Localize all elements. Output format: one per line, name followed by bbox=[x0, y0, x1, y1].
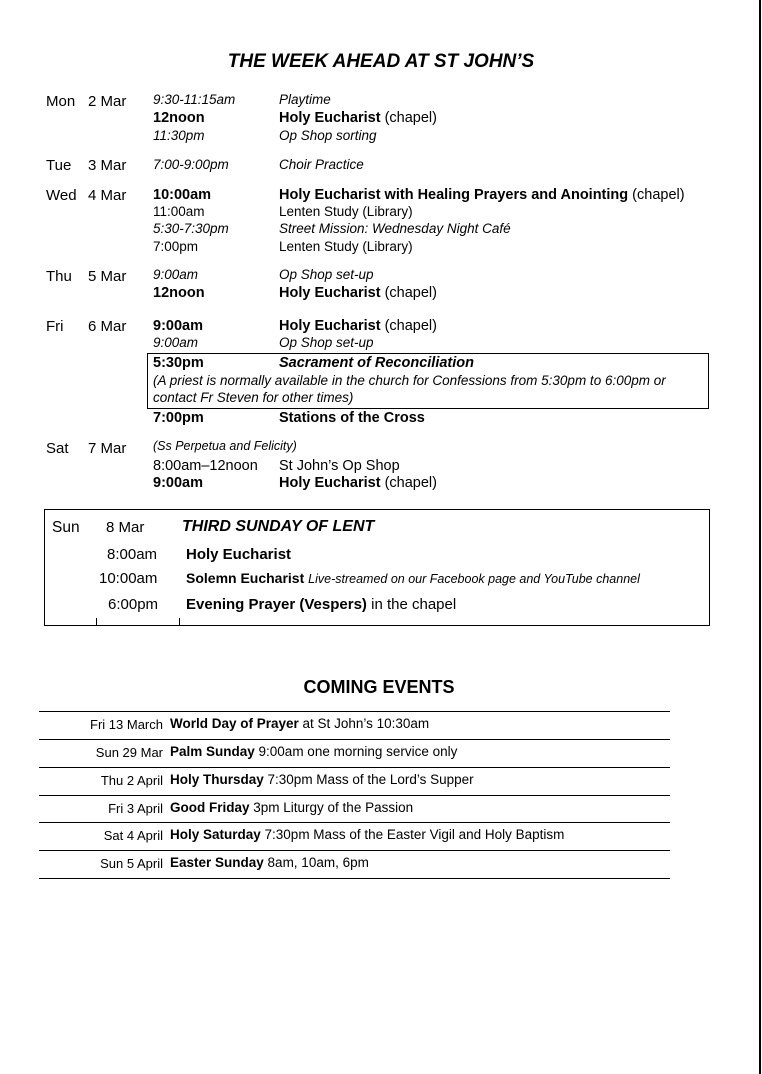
event-time: 11:00am bbox=[153, 204, 205, 219]
coming-event-date: Sun 29 Mar bbox=[95, 745, 163, 760]
date-label: 2 Mar bbox=[88, 93, 127, 110]
coming-event-text bbox=[170, 800, 413, 815]
event-time: 7:00pm bbox=[153, 239, 199, 254]
event-name bbox=[279, 475, 437, 491]
coming-event-title: Easter Sunday bbox=[170, 855, 264, 870]
feast-label: (Ss Perpetua and Felicity) bbox=[153, 439, 297, 453]
event-name: Holy Eucharist bbox=[186, 546, 292, 563]
event-time: 5:30pm bbox=[153, 355, 204, 371]
event-time: 9:30-11:15am bbox=[153, 92, 236, 107]
event-time: 7:00-9:00pm bbox=[153, 157, 229, 172]
coming-event-date: Sun 5 April bbox=[100, 856, 163, 871]
event-title: Holy Eucharist bbox=[279, 285, 381, 301]
event-name: Lenten Study (Library) bbox=[279, 239, 413, 254]
day-label: Wed bbox=[46, 187, 77, 204]
event-time: 5:30-7:30pm bbox=[153, 221, 229, 236]
coming-event-detail: 3pm Liturgy of the Passion bbox=[249, 800, 414, 815]
event-name: Stations of the Cross bbox=[279, 410, 425, 426]
event-name: Op Shop sorting bbox=[279, 128, 377, 143]
page-title: THE WEEK AHEAD AT ST JOHN’S bbox=[227, 51, 535, 72]
coming-event-date: Thu 2 April bbox=[100, 773, 163, 788]
event-name: Op Shop set-up bbox=[279, 267, 374, 282]
day-label: Sat bbox=[46, 440, 69, 457]
coming-event-detail: at St John’s 10:30am bbox=[298, 716, 430, 731]
event-title: Holy Eucharist bbox=[279, 110, 381, 126]
event-time: 9:00am bbox=[153, 318, 203, 334]
event-time: 9:00am bbox=[153, 335, 199, 350]
coming-event-date: Fri 3 April bbox=[108, 801, 163, 816]
event-time: 8:00am–12noon bbox=[153, 458, 258, 474]
event-time: 6:00pm bbox=[108, 596, 159, 613]
coming-events-title: COMING EVENTS bbox=[303, 677, 455, 697]
event-name bbox=[186, 596, 456, 613]
day-label: Tue bbox=[46, 157, 72, 174]
event-name bbox=[279, 187, 685, 203]
coming-event-detail: 9:00am one morning service only bbox=[254, 744, 458, 759]
divider bbox=[39, 850, 670, 851]
date-label: 3 Mar bbox=[88, 157, 127, 174]
coming-event-text bbox=[170, 744, 457, 759]
day-label: Fri bbox=[46, 318, 64, 335]
date-label: 6 Mar bbox=[88, 318, 127, 335]
date-label: 5 Mar bbox=[88, 268, 127, 285]
event-name bbox=[186, 570, 640, 586]
coming-event-title: World Day of Prayer bbox=[170, 716, 299, 731]
event-time: 9:00am bbox=[153, 475, 203, 491]
event-name: St John’s Op Shop bbox=[279, 458, 400, 474]
date-label: 4 Mar bbox=[88, 187, 127, 204]
event-title: Holy Eucharist bbox=[279, 318, 381, 334]
divider bbox=[39, 878, 670, 879]
event-title: Holy Eucharist bbox=[279, 475, 381, 491]
divider bbox=[179, 618, 180, 626]
coming-event-detail: 7:30pm Mass of the Easter Vigil and Holy Baptism bbox=[260, 827, 565, 842]
event-name: Op Shop set-up bbox=[279, 335, 374, 350]
coming-event-detail: 8am, 10am, 6pm bbox=[263, 855, 369, 870]
event-name: Choir Practice bbox=[279, 157, 364, 172]
event-location: (chapel) bbox=[384, 285, 437, 301]
coming-event-detail: 7:30pm Mass of the Lord’s Supper bbox=[263, 772, 474, 787]
coming-event-date: Sat 4 April bbox=[103, 828, 163, 843]
event-location: (chapel) bbox=[384, 318, 437, 334]
event-time: 7:00pm bbox=[153, 410, 204, 426]
coming-event-title: Holy Saturday bbox=[170, 827, 261, 842]
event-note: contact Fr Steven for other times) bbox=[153, 390, 354, 405]
coming-event-date: Fri 13 March bbox=[90, 717, 163, 732]
divider bbox=[39, 739, 670, 740]
divider bbox=[39, 711, 670, 712]
event-time: 10:00am bbox=[99, 570, 158, 587]
page-border bbox=[759, 0, 761, 1074]
event-location: (chapel) bbox=[384, 110, 437, 126]
event-name bbox=[279, 318, 437, 334]
event-time: 8:00am bbox=[107, 546, 158, 563]
event-location: (chapel) bbox=[384, 475, 437, 491]
divider bbox=[39, 795, 670, 796]
event-title: Evening Prayer (Vespers) bbox=[186, 596, 367, 613]
event-name: Street Mission: Wednesday Night Café bbox=[279, 221, 511, 236]
event-name: Lenten Study (Library) bbox=[279, 204, 413, 219]
day-label: Thu bbox=[46, 268, 72, 285]
event-time: 12noon bbox=[153, 285, 205, 301]
divider bbox=[39, 767, 670, 768]
sunday-heading: THIRD SUNDAY OF LENT bbox=[182, 518, 375, 535]
event-time: 12noon bbox=[153, 110, 205, 126]
event-time: 9:00am bbox=[153, 267, 199, 282]
coming-event-text bbox=[170, 855, 369, 870]
coming-event-title: Good Friday bbox=[170, 800, 250, 815]
event-time: 11:30pm bbox=[153, 128, 205, 143]
date-label: 7 Mar bbox=[88, 440, 127, 457]
day-label: Mon bbox=[46, 93, 76, 110]
coming-event-text bbox=[170, 716, 429, 731]
coming-event-title: Holy Thursday bbox=[170, 772, 264, 787]
event-note: (A priest is normally available in the church for Confessions from 5:30pm to 6:00pm or bbox=[153, 373, 666, 388]
coming-event-text bbox=[170, 827, 564, 842]
divider bbox=[39, 822, 670, 823]
day-label: Sun bbox=[52, 519, 80, 536]
event-title: Holy Eucharist with Healing Prayers and Anointing bbox=[279, 187, 629, 203]
event-name bbox=[279, 285, 437, 301]
event-note: Live-streamed on our Facebook page and YouTube channel bbox=[308, 572, 640, 586]
event-name: Sacrament of Reconciliation bbox=[279, 355, 474, 371]
divider bbox=[96, 618, 97, 626]
event-time: 10:00am bbox=[153, 187, 212, 203]
date-label: 8 Mar bbox=[106, 519, 145, 536]
coming-event-title: Palm Sunday bbox=[170, 744, 255, 759]
event-location: (chapel) bbox=[632, 187, 685, 203]
event-name: Playtime bbox=[279, 92, 331, 107]
event-name bbox=[279, 110, 437, 126]
event-location: in the chapel bbox=[371, 596, 457, 613]
coming-event-text bbox=[170, 772, 474, 787]
event-title: Solemn Eucharist bbox=[186, 570, 305, 586]
